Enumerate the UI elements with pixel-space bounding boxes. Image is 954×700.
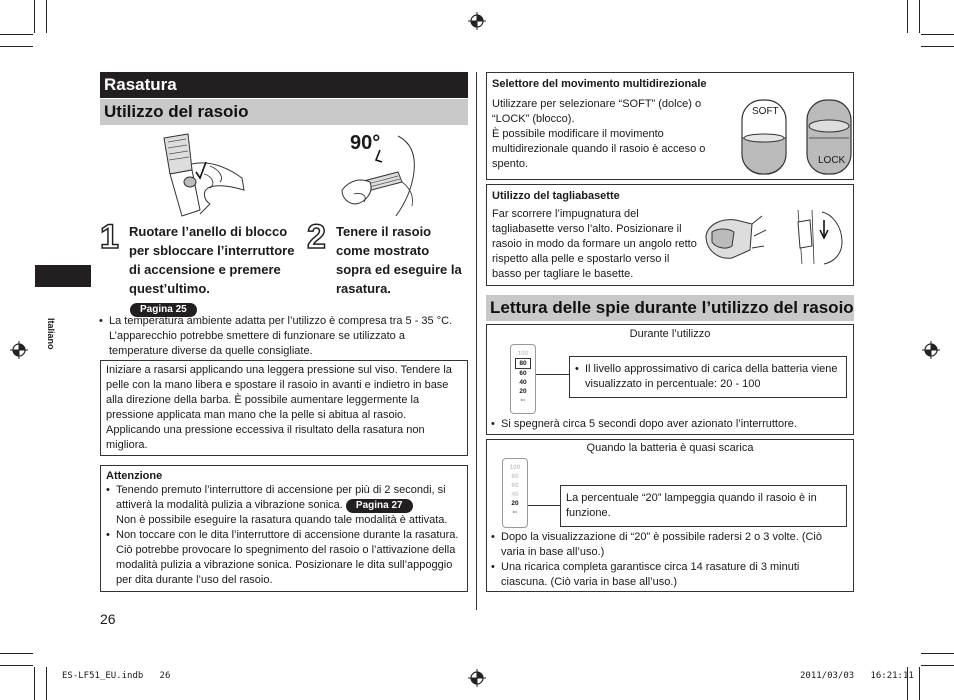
low-callout-text: La percentuale “20” lampeggia quando il rasoio è in funzione. <box>566 492 817 519</box>
crop-mark <box>921 46 954 47</box>
selector-text: Utilizzare per selezionare “SOFT” (dolce) o “LOCK” (blocco). È possibile modificare il movimento multidirezionale quando il rasoio è acceso o spento. <box>492 98 706 170</box>
registration-mark-icon <box>10 341 28 359</box>
temperature-note-text: • La temperatura ambiente adatta per l’utilizzo è compresa tra 5 - 35 °C. L’apparecchio potrebbe smettere di funzionare se utilizzato a temperature diverse da quelle consigliate. <box>99 314 465 359</box>
trimmer-text: Far scorrere l’impugnatura del tagliabasette verso l’alto. Posizionare il rasoio in modo da formare un angolo retto rispetto alla pelle e spostarlo verso il basso per tagliare le basette. <box>492 208 697 280</box>
during-callout-text: • Il livello approssimativo di carica della batteria viene visualizzato in percentuale: 20 - 100 <box>575 362 841 392</box>
page-ref-pill: Pagina 27 <box>346 499 413 513</box>
low-note-1: • Dopo la visualizzazione di “20” è possibile radersi 2 o 3 volte. (Ciò varia in base all’uso.) <box>491 530 841 560</box>
crop-mark <box>919 0 920 33</box>
page-ref-pill: Pagina 25 <box>130 303 197 317</box>
crop-mark <box>34 0 35 33</box>
low-callout <box>560 485 847 527</box>
step-2-number: 2 <box>307 218 326 256</box>
registration-mark-icon <box>468 12 486 30</box>
crop-mark <box>0 665 33 666</box>
attention-item-1 <box>106 483 462 528</box>
shaver-unlock-illustration <box>150 130 250 220</box>
display-value-40: 40 <box>519 379 527 386</box>
battery-display-low <box>502 458 528 528</box>
low-notes <box>491 530 841 590</box>
language-side-label: Italiano <box>46 318 56 350</box>
subsection-title: Utilizzo del rasoio <box>100 99 468 125</box>
language-side-tab <box>35 265 91 287</box>
display-value-20-blinking: 20 <box>511 500 519 507</box>
display-value-100: 100 <box>509 464 521 471</box>
selector-title: Selettore del movimento multidirezionale <box>492 78 707 90</box>
crop-mark <box>907 0 908 33</box>
battery-display-during <box>510 344 536 414</box>
callout-line <box>528 505 560 506</box>
attention-list <box>106 483 462 588</box>
registration-mark-icon <box>468 669 486 687</box>
crop-mark <box>46 667 47 700</box>
crop-mark <box>921 34 954 35</box>
step-1-text: Ruotare l’anello di blocco per sbloccare l’interruttore di accensione e premere quest’ultimo. <box>129 224 295 296</box>
display-value-60: 60 <box>519 370 527 377</box>
display-value-40: 40 <box>511 491 519 498</box>
plug-icon: ⇐ <box>512 509 518 516</box>
attention-box <box>100 465 468 592</box>
display-value-60: 60 <box>511 482 519 489</box>
lock-label: LOCK <box>818 155 846 166</box>
trimmer-illustration <box>702 206 850 268</box>
low-note-2: • Una ricarica completa garantisce circa 14 rasature di 3 minuti ciascuna. (Ciò varia in base all’uso.) <box>491 560 841 590</box>
plug-icon: ⇐ <box>520 397 526 404</box>
selector-box <box>486 72 854 180</box>
display-value-20: 20 <box>519 388 527 395</box>
attention-item-1-text: Tenendo premuto l’interruttore di accensione per più di 2 secondi, si attiverà la modalità pulizia a vibrazione sonica. <box>116 484 446 511</box>
during-note-text: • Si spegnerà circa 5 secondi dopo aver azionato l’interruttore. <box>491 417 849 432</box>
crop-mark <box>46 0 47 33</box>
crop-mark <box>919 667 920 700</box>
footer-timestamp: 2011/03/03 16:21:11 <box>800 671 914 681</box>
display-value-100: 100 <box>517 350 529 357</box>
during-use-caption: Durante l’utilizzo <box>629 328 711 340</box>
step-1-number: 1 <box>100 218 119 256</box>
crop-mark <box>0 653 33 654</box>
attention-item-2: • Non toccare con le dita l’interruttore di accensione durante la rasatura. Ciò potrebbe provocare lo spegnimento del rasoio o l’attivazione della modalità pulizia a vibrazione sonica. Posizionare le dita sull’appoggio per dita durante l’uso del rasoio. <box>106 528 462 588</box>
angle-label: 90° <box>350 132 381 154</box>
during-note <box>491 417 849 432</box>
registration-mark-icon <box>922 341 940 359</box>
attention-item-1-text-b: Non è possibile eseguire la rasatura quando tale modalità è attivata. <box>116 514 448 526</box>
shaving-tip-text: Iniziare a rasarsi applicando una leggera pressione sul viso. Tendere la pelle con la mano libera e spostare il rasoio in avanti e indietro in base alla direzione della barba. È possibile aumentare leggermente la pressione applicata man mano che la pelle si abitua al rasoio. Applicando una pressione eccessiva il risultato della rasatura non migliora. <box>106 364 452 451</box>
page-number: 26 <box>100 611 116 627</box>
footer-file: ES-LF51_EU.indb 26 <box>62 671 171 681</box>
display-value-80: 80 <box>515 358 531 369</box>
display-value-80: 80 <box>511 473 519 480</box>
crop-mark <box>0 34 33 35</box>
crop-mark <box>34 667 35 700</box>
during-callout <box>569 356 847 398</box>
temperature-note <box>99 314 465 359</box>
section-title: Rasatura <box>100 72 468 98</box>
low-battery-caption: Quando la batteria è quasi scarica <box>586 442 754 454</box>
crop-mark <box>0 46 33 47</box>
shaving-tip-box <box>100 360 468 456</box>
lamps-title: Lettura delle spie durante l’utilizzo del rasoio <box>486 295 854 321</box>
trimmer-title: Utilizzo del tagliabasette <box>492 190 620 202</box>
step-2-text: Tenere il rasoio come mostrato sopra ed eseguire la rasatura. <box>336 224 462 296</box>
crop-mark <box>921 665 954 666</box>
crop-mark <box>921 653 954 654</box>
callout-line <box>536 374 570 375</box>
soft-label: SOFT <box>752 106 779 117</box>
column-divider <box>476 72 477 610</box>
attention-title: Attenzione <box>106 470 163 482</box>
